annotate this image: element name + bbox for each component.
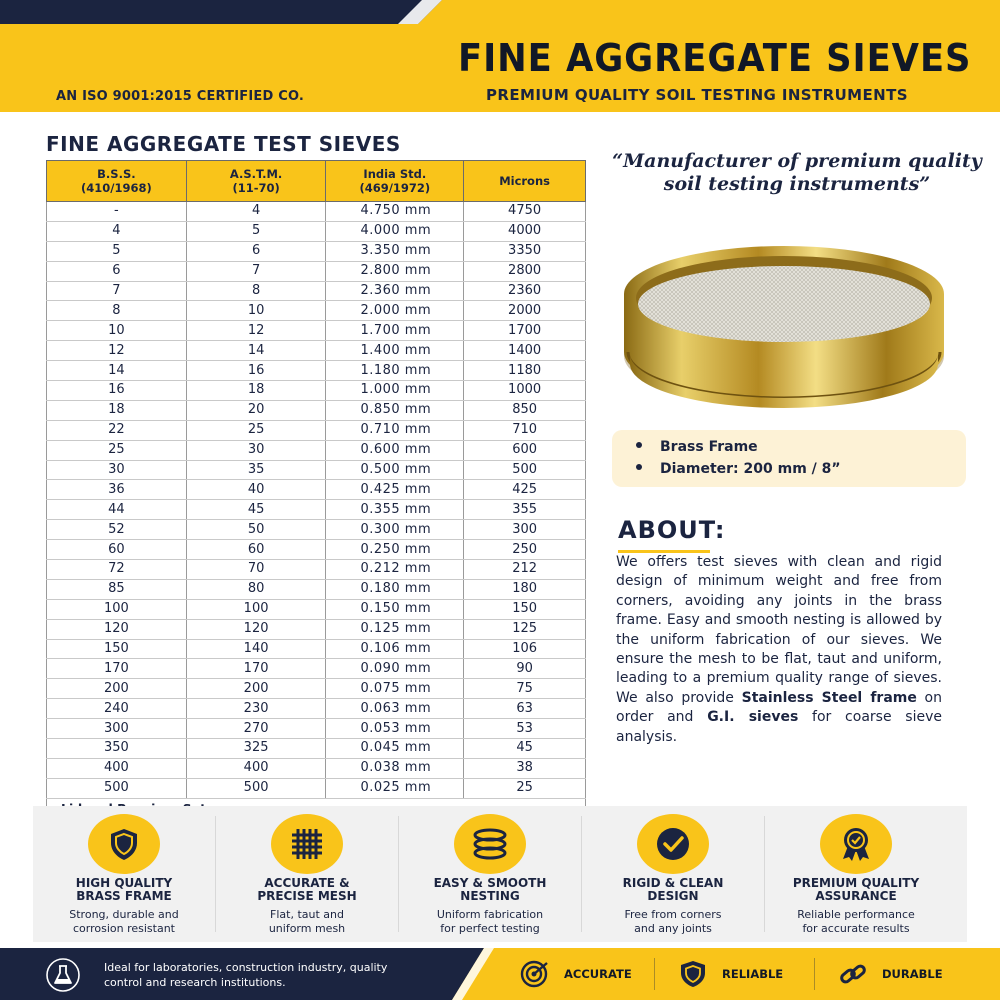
table-row (47, 460, 586, 480)
feature-icon-circle (637, 814, 709, 874)
cell-astm: 8 (186, 281, 326, 301)
cell-india-std: 0.075 mm (326, 679, 464, 699)
table-body (47, 202, 586, 799)
cell-bss: 10 (47, 321, 187, 341)
cell-astm: 325 (186, 739, 326, 759)
cell-bss: 22 (47, 420, 187, 440)
cell-bss: 8 (47, 301, 187, 321)
table-row (47, 540, 586, 560)
cell-bss: 300 (47, 719, 187, 739)
feature-icon-circle (454, 814, 526, 874)
cell-microns: 4000 (464, 221, 586, 241)
table-row (47, 381, 586, 401)
shield-icon (106, 826, 142, 862)
feature-desc: Free from corners and any joints (624, 908, 722, 935)
cell-india-std: 0.850 mm (326, 400, 464, 420)
cell-microns: 355 (464, 500, 586, 520)
spec-brass-frame: Brass Frame (636, 439, 758, 455)
cell-india-std: 0.710 mm (326, 420, 464, 440)
header-microns: Microns (464, 161, 586, 202)
cell-microns: 1400 (464, 341, 586, 361)
cell-astm: 45 (186, 500, 326, 520)
cell-microns: 180 (464, 579, 586, 599)
cell-india-std: 0.500 mm (326, 460, 464, 480)
cell-india-std: 0.090 mm (326, 659, 464, 679)
table-row (47, 699, 586, 719)
page-subtitle: PREMIUM QUALITY SOIL TESTING INSTRUMENTS (486, 86, 908, 104)
cell-microns: 250 (464, 540, 586, 560)
cell-microns: 425 (464, 480, 586, 500)
cell-microns: 75 (464, 679, 586, 699)
table-row (47, 659, 586, 679)
cell-astm: 50 (186, 520, 326, 540)
cell-microns: 600 (464, 440, 586, 460)
feature-icon-circle (820, 814, 892, 874)
cell-bss: 7 (47, 281, 187, 301)
cell-microns: 45 (464, 739, 586, 759)
cell-india-std: 0.053 mm (326, 719, 464, 739)
cell-india-std: 0.600 mm (326, 440, 464, 460)
badge-divider (654, 958, 655, 990)
feature-desc: Uniform fabrication for perfect testing (436, 908, 544, 935)
cell-astm: 4 (186, 202, 326, 222)
table-row (47, 560, 586, 580)
award-ribbon-icon (838, 826, 874, 862)
tagline-quote: “Manufacturer of premium quality soil testing instruments” (612, 150, 982, 195)
cell-microns: 1180 (464, 361, 586, 381)
cell-astm: 5 (186, 221, 326, 241)
feature-brass-frame (33, 806, 215, 942)
cell-astm: 30 (186, 440, 326, 460)
cell-india-std: 1.700 mm (326, 321, 464, 341)
cell-astm: 14 (186, 341, 326, 361)
table-row (47, 619, 586, 639)
table-header-row (47, 161, 586, 202)
cell-microns: 25 (464, 778, 586, 798)
cell-bss: 72 (47, 560, 187, 580)
shield-icon (678, 960, 708, 988)
cell-astm: 80 (186, 579, 326, 599)
cell-india-std: 0.038 mm (326, 758, 464, 778)
table-row (47, 679, 586, 699)
cell-bss: 60 (47, 540, 187, 560)
table-row (47, 301, 586, 321)
feature-icon-circle (88, 814, 160, 874)
table-row (47, 361, 586, 381)
cell-india-std: 0.250 mm (326, 540, 464, 560)
cell-microns: 1700 (464, 321, 586, 341)
cell-india-std: 0.180 mm (326, 579, 464, 599)
feature-assurance (765, 806, 947, 942)
table-row (47, 719, 586, 739)
bullet-icon (636, 464, 642, 470)
cell-india-std: 0.425 mm (326, 480, 464, 500)
cell-microns: 106 (464, 639, 586, 659)
cell-astm: 7 (186, 261, 326, 281)
cell-astm: 270 (186, 719, 326, 739)
badge-divider (814, 958, 815, 990)
header-astm: A.S.T.M. (11-70) (186, 161, 326, 202)
feature-mesh (216, 806, 398, 942)
cell-bss: 500 (47, 778, 187, 798)
cell-astm: 120 (186, 619, 326, 639)
about-title: ABOUT: (618, 516, 726, 544)
cell-bss: 16 (47, 381, 187, 401)
cell-microns: 125 (464, 619, 586, 639)
table-row (47, 221, 586, 241)
table-row (47, 341, 586, 361)
check-badge-icon (655, 826, 691, 862)
table-row (47, 321, 586, 341)
cell-microns: 38 (464, 758, 586, 778)
feature-title: RIGID & CLEAN DESIGN (622, 876, 724, 903)
cell-microns: 2360 (464, 281, 586, 301)
chain-link-icon (838, 960, 868, 988)
cell-india-std: 2.360 mm (326, 281, 464, 301)
cell-astm: 25 (186, 420, 326, 440)
cell-microns: 500 (464, 460, 586, 480)
table-row (47, 480, 586, 500)
table-row (47, 739, 586, 759)
table-row (47, 639, 586, 659)
table-row (47, 281, 586, 301)
cell-microns: 2000 (464, 301, 586, 321)
feature-icon-circle (271, 814, 343, 874)
cell-astm: 20 (186, 400, 326, 420)
cell-bss: 4 (47, 221, 187, 241)
feature-design (582, 806, 764, 942)
cell-india-std: 2.800 mm (326, 261, 464, 281)
cell-microns: 212 (464, 560, 586, 580)
cell-astm: 140 (186, 639, 326, 659)
cell-astm: 35 (186, 460, 326, 480)
cell-astm: 100 (186, 599, 326, 619)
cell-microns: 2800 (464, 261, 586, 281)
feature-title: ACCURATE & PRECISE MESH (257, 876, 357, 903)
cell-bss: 170 (47, 659, 187, 679)
cell-bss: 400 (47, 758, 187, 778)
cell-bss: 85 (47, 579, 187, 599)
target-icon (520, 960, 550, 988)
cell-astm: 16 (186, 361, 326, 381)
cell-astm: 10 (186, 301, 326, 321)
table-row (47, 400, 586, 420)
cell-india-std: 0.355 mm (326, 500, 464, 520)
cell-bss: 120 (47, 619, 187, 639)
cell-india-std: 0.025 mm (326, 778, 464, 798)
cell-india-std: 0.063 mm (326, 699, 464, 719)
cell-india-std: 0.045 mm (326, 739, 464, 759)
cell-india-std: 4.000 mm (326, 221, 464, 241)
feature-nesting (399, 806, 581, 942)
cell-astm: 200 (186, 679, 326, 699)
lab-flask-icon (46, 958, 80, 992)
about-text: We offers test sieves with clean and rigid design of minimum weight and free from corners, avoiding any joints in the brass frame. Easy and smooth nesting is allowed by the uniform fabrication of our sieves. We ensure the mesh to be flat, taut and uniform, leading to a premium quality range of sieves. We also provide Stainless Steel frame on order and G.I. sieves for coarse sieve analysis. (616, 554, 943, 745)
cell-bss: 18 (47, 400, 187, 420)
cell-microns: 850 (464, 400, 586, 420)
cell-astm: 40 (186, 480, 326, 500)
cell-india-std: 0.106 mm (326, 639, 464, 659)
table-row (47, 420, 586, 440)
cell-india-std: 0.125 mm (326, 619, 464, 639)
cell-astm: 230 (186, 699, 326, 719)
brass-sieve-image (616, 244, 952, 420)
cell-bss: 150 (47, 639, 187, 659)
table-row (47, 520, 586, 540)
cell-astm: 170 (186, 659, 326, 679)
cell-india-std: 0.212 mm (326, 560, 464, 580)
cell-astm: 400 (186, 758, 326, 778)
cell-bss: 5 (47, 241, 187, 261)
cell-bss: 240 (47, 699, 187, 719)
cell-india-std: 4.750 mm (326, 202, 464, 222)
features-strip (33, 806, 967, 942)
feature-desc: Flat, taut and uniform mesh (268, 908, 346, 935)
table-row (47, 202, 586, 222)
cell-astm: 6 (186, 241, 326, 261)
cell-bss: 6 (47, 261, 187, 281)
table-row (47, 500, 586, 520)
feature-desc: Reliable performance for accurate results (797, 908, 915, 935)
cell-bss: 52 (47, 520, 187, 540)
cell-microns: 1000 (464, 381, 586, 401)
cell-microns: 53 (464, 719, 586, 739)
cell-bss: 25 (47, 440, 187, 460)
table-title: FINE AGGREGATE TEST SIEVES (46, 132, 401, 156)
header-bss: B.S.S. (410/1968) (47, 161, 187, 202)
cell-astm: 70 (186, 560, 326, 580)
cell-bss: 30 (47, 460, 187, 480)
cell-bss: - (47, 202, 187, 222)
stacked-rings-icon (472, 826, 508, 862)
feature-title: HIGH QUALITY BRASS FRAME (75, 876, 173, 903)
iso-certification: AN ISO 9001:2015 CERTIFIED CO. (56, 89, 305, 104)
cell-bss: 36 (47, 480, 187, 500)
cell-microns: 3350 (464, 241, 586, 261)
spec-box (612, 430, 966, 487)
footer-text: Ideal for laboratories, construction industry, quality control and research institutions. (104, 961, 388, 989)
feature-title: PREMIUM QUALITY ASSURANCE (792, 876, 920, 903)
cell-bss: 100 (47, 599, 187, 619)
header-india-std: India Std. (469/1972) (326, 161, 464, 202)
cell-microns: 150 (464, 599, 586, 619)
cell-bss: 12 (47, 341, 187, 361)
cell-bss: 350 (47, 739, 187, 759)
cell-microns: 300 (464, 520, 586, 540)
feature-desc: Strong, durable and corrosion resistant (69, 908, 179, 935)
bullet-icon (636, 442, 642, 448)
cell-bss: 44 (47, 500, 187, 520)
table-row (47, 579, 586, 599)
table-row (47, 261, 586, 281)
cell-astm: 12 (186, 321, 326, 341)
cell-india-std: 2.000 mm (326, 301, 464, 321)
cell-microns: 63 (464, 699, 586, 719)
mesh-grid-icon (289, 826, 325, 862)
table-row (47, 440, 586, 460)
cell-india-std: 1.180 mm (326, 361, 464, 381)
cell-astm: 60 (186, 540, 326, 560)
cell-bss: 200 (47, 679, 187, 699)
table-row (47, 599, 586, 619)
sieve-size-table (46, 160, 586, 821)
spec-diameter: Diameter: 200 mm / 8” (636, 461, 841, 477)
cell-astm: 500 (186, 778, 326, 798)
cell-microns: 90 (464, 659, 586, 679)
cell-astm: 18 (186, 381, 326, 401)
feature-title: EASY & SMOOTH NESTING (433, 876, 547, 903)
cell-india-std: 1.000 mm (326, 381, 464, 401)
cell-bss: 14 (47, 361, 187, 381)
page-title: FINE AGGREGATE SIEVES (458, 36, 972, 80)
cell-india-std: 1.400 mm (326, 341, 464, 361)
cell-india-std: 0.150 mm (326, 599, 464, 619)
cell-microns: 4750 (464, 202, 586, 222)
cell-india-std: 0.300 mm (326, 520, 464, 540)
table-row (47, 778, 586, 798)
table-row (47, 758, 586, 778)
cell-microns: 710 (464, 420, 586, 440)
cell-india-std: 3.350 mm (326, 241, 464, 261)
table-row (47, 241, 586, 261)
